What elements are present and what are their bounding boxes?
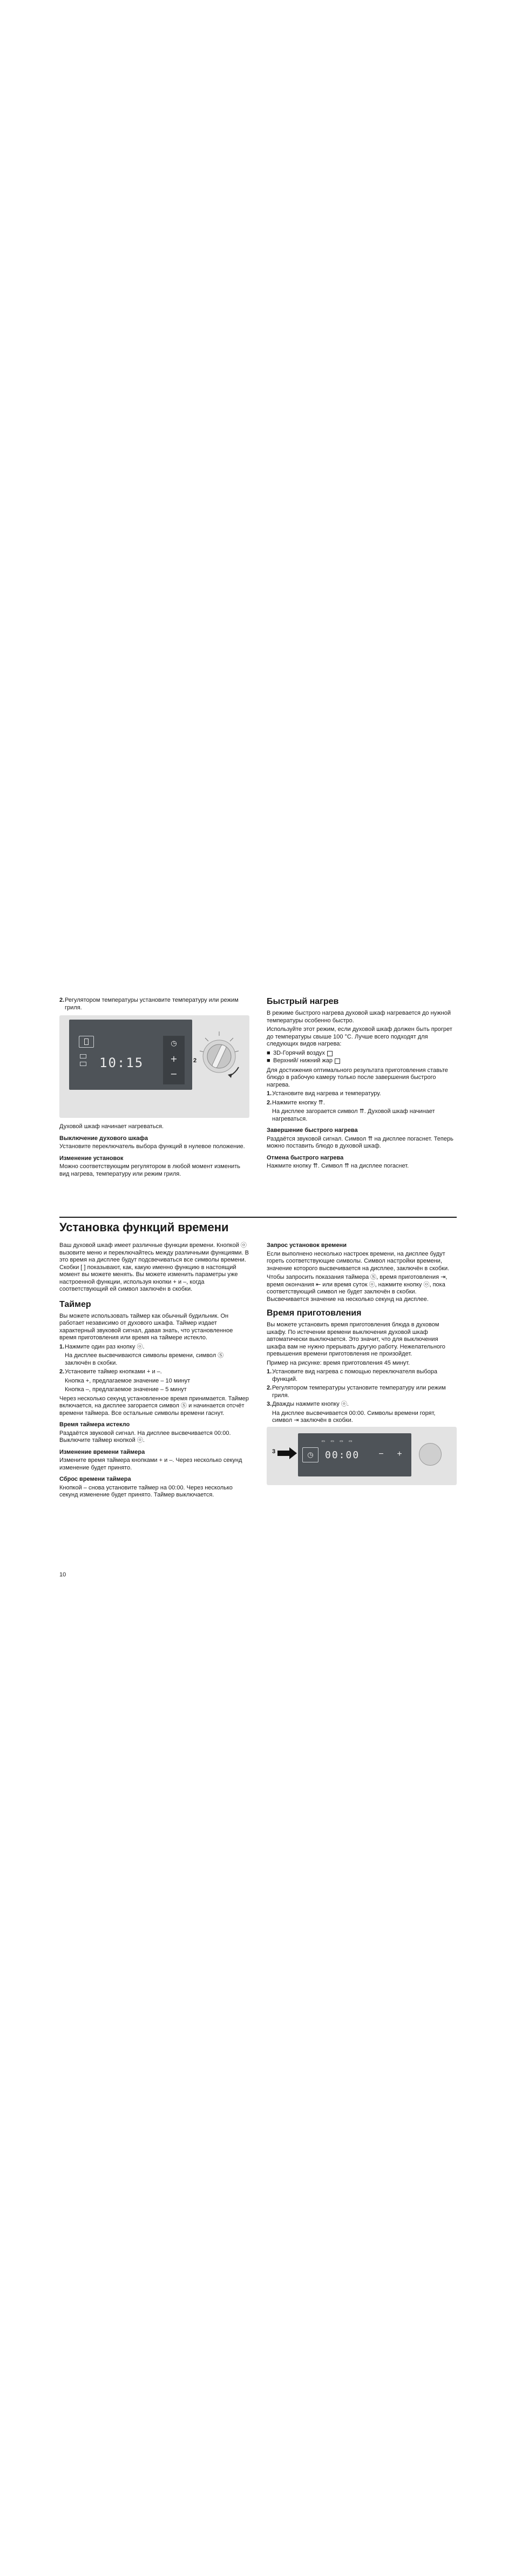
time-left-column — [59, 1242, 249, 1501]
step-1: 1. Установите вид нагрева с помощью переключателя выбора функций. — [267, 1368, 438, 1383]
section-divider — [59, 1217, 457, 1218]
heating-mode-icon — [80, 1054, 86, 1058]
page-number: 10 — [59, 1572, 66, 1578]
timer-intro: Вы можете использовать таймер как обычный будильник. Он работает независимо от духового шкафа. Таймер издает характерный звуковой сигнал, давая знать, что установленное время приготовления или время на таймере истекло. — [59, 1312, 233, 1341]
control-panel — [69, 1020, 192, 1090]
query-settings-heading: Запрос установок времени — [267, 1242, 347, 1249]
step-2: 2. Нажмите кнопку ⇈. — [267, 1099, 325, 1106]
minus-button[interactable]: − — [170, 1069, 178, 1079]
function-selector-icon — [79, 1036, 94, 1048]
query-settings-text-1: Если выполнено несколько настроек времени, на дисплее будут гореть соответствующие символы. Символ настройки времени, значение которого высвечивается на дисплее, заключён в скобки. — [267, 1250, 450, 1272]
minus-button[interactable]: − — [378, 1449, 384, 1459]
oven-panel-figure — [59, 1015, 249, 1118]
hot-air-icon — [327, 1051, 333, 1056]
grill-mode-icon — [80, 1062, 86, 1066]
step-note: На дисплее загорается символ ⇈. Духовой шкаф начинает нагреваться. — [272, 1108, 435, 1122]
timer-reset-text: Кнопкой – снова установите таймер на 00:00. Через несколько секунд изменение будет принято. Таймер выключается. — [59, 1484, 233, 1498]
time-right-column — [267, 1242, 457, 1485]
plus-button[interactable]: + — [397, 1449, 402, 1459]
time-symbols-row: ▭ ▭ ▭ ▭ — [322, 1438, 354, 1444]
control-panel — [298, 1433, 411, 1476]
clock-display: 10:15 — [99, 1055, 144, 1070]
change-settings-heading: Изменение установок — [59, 1155, 124, 1162]
time-functions-header — [59, 1220, 457, 1235]
button-column — [163, 1036, 185, 1084]
change-settings-text: Можно соответствующим регулятором в любой момент изменить вид нагрева, температуру или режим гриля. — [59, 1163, 240, 1177]
timer-title: Таймер — [59, 1299, 91, 1309]
time-functions-title: Установка функций времени — [59, 1220, 229, 1234]
step-2 — [59, 997, 249, 1011]
quick-heating-cancel-text: Нажмите кнопку ⇈. Символ ⇈ на дисплее погаснет. — [267, 1163, 409, 1169]
time-functions-intro: Ваш духовой шкаф имеет различные функции времени. Кнопкой ⓞ вызовите меню и переключайтесь между различными функциями. В это время на дисплее будут подсвечиваться все символы времени. Скобки [ ] показывают, как, какую именно функцию в настоящий момент вы можете менять. Вы можете изменить параметры уже настроенной функции, используя кнопки + и –, когда соответствующий ей символ заключён в скобки. — [59, 1242, 249, 1292]
knob-icon — [419, 1443, 442, 1466]
timer-option-plus: Кнопка +, предлагаемое значение – 10 минут — [65, 1377, 191, 1384]
figure-callout: 3 — [272, 1448, 276, 1455]
quick-heating-cancel-heading: Отмена быстрого нагрева — [267, 1154, 344, 1161]
clock-button[interactable]: ◷ — [171, 1040, 177, 1048]
step-number: 2. — [59, 997, 65, 1003]
list-item: ■ 3D-Горячий воздух — [267, 1050, 457, 1057]
top-bottom-heat-icon — [335, 1058, 340, 1064]
cooking-time-intro: Вы можете установить время приготовления блюда в духовом шкафу. По истечении времени выключения духовой шкаф автоматически выключается. Это значит, что для выключения шкафа вам не нужно прерывать другую работу. Нежелательного превышения времени приготовления не произойдет. — [267, 1321, 445, 1357]
timer-reset-heading: Сброс времени таймера — [59, 1476, 131, 1482]
clock-button[interactable]: ◷ — [302, 1447, 319, 1462]
quick-heating-done-heading: Завершение быстрого нагрева — [267, 1127, 358, 1134]
quick-heating-use: Используйте этот режим, если духовой шкаф должен быть прогрет до температуры свыше 100 °C. Лучше всего подходят для следующих видов нагрева: — [267, 1026, 452, 1047]
quick-heating-intro: В режиме быстрого нагрева духовой шкаф нагревается до нужной температуры особенно быстро. — [267, 1010, 451, 1024]
step-2: 2. Установите таймер кнопками + и –. — [59, 1368, 162, 1375]
intro-step-2 — [59, 997, 249, 1013]
timer-expired-heading: Время таймера истекло — [59, 1421, 130, 1428]
arrow-icon — [277, 1447, 297, 1459]
step-1: 1. Установите вид нагрева и температуру. — [267, 1090, 381, 1097]
quick-heating-title: Быстрый нагрев — [267, 997, 339, 1006]
quick-heating-done-text: Раздаётся звуковой сигнал. Символ ⇈ на дисплее погаснет. Теперь можно поставить блюдо в духовой шкаф. — [267, 1135, 453, 1149]
step-text: Регулятором температуры установите температуру или режим гриля. — [65, 997, 239, 1011]
list-item: ■ Верхний/ нижний жар — [267, 1057, 457, 1065]
timer-option-minus: Кнопка –, предлагаемое значение – 5 минут — [65, 1386, 187, 1393]
query-settings-text-2: Чтобы запросить показания таймера Ⓢ, время приготовления ⇥, время окончания ⇤ или время суток ⓞ, нажмите кнопку ⓞ, пока соответствующий символ не будет заключён в скобки. Высвечивается значение на несколько секунд на дисплее. — [267, 1274, 448, 1303]
timer-change-heading: Изменение времени таймера — [59, 1448, 145, 1455]
temperature-knob-icon — [192, 1020, 249, 1090]
switch-off-text: Установите переключатель выбора функций в нулевое положение. — [59, 1143, 245, 1150]
step-1: 1. Нажмите один раз кнопку ⓞ. — [59, 1343, 145, 1350]
step-note: На дисплее высвечиваются символы времени, символ Ⓢ заключён в скобки. — [65, 1352, 224, 1366]
cooking-time-example: Пример на рисунке: время приготовления 45 минут. — [267, 1359, 410, 1366]
step-note: На дисплее высвечивается 00:00. Символы времени горят, символ ⇥ заключён в скобки. — [272, 1410, 436, 1424]
quick-heating-tip: Для достижения оптимального результата приготовления ставьте блюдо в рабочую камеру только после завершения быстрого нагрева. — [267, 1067, 448, 1088]
step-2: 2. Регулятором температуры установите температуру или режим гриля. — [267, 1385, 446, 1399]
cooking-time-title: Время приготовления — [267, 1309, 362, 1318]
cooking-time-figure — [267, 1427, 457, 1485]
timer-expired-text: Раздаётся звуковой сигнал. На дисплее высвечивается 00:00. Выключите таймер кнопкой ⓞ. — [59, 1429, 231, 1444]
quick-heating-section — [267, 997, 457, 1172]
figure-callout: 2 — [193, 1057, 197, 1064]
timer-after-text: Через несколько секунд установленное время принимается. Таймер включается, на дисплее загорается символ Ⓢ и начинается отсчёт времени таймера. Все остальные символы времени гаснут. — [59, 1395, 249, 1417]
plus-button[interactable]: + — [170, 1054, 178, 1064]
temperature-knob-area — [192, 1020, 249, 1090]
top-left-text — [59, 1123, 249, 1179]
figure-caption: Духовой шкаф начинает нагреваться. — [59, 1123, 164, 1130]
switch-off-heading: Выключение духового шкафа — [59, 1135, 148, 1142]
clock-display: 00:00 — [325, 1449, 360, 1461]
step-3: 3. Дважды нажмите кнопку ⓞ. — [267, 1401, 349, 1407]
timer-change-text: Измените время таймера кнопками + и –. Через несколько секунд изменение будет принято. — [59, 1457, 242, 1471]
